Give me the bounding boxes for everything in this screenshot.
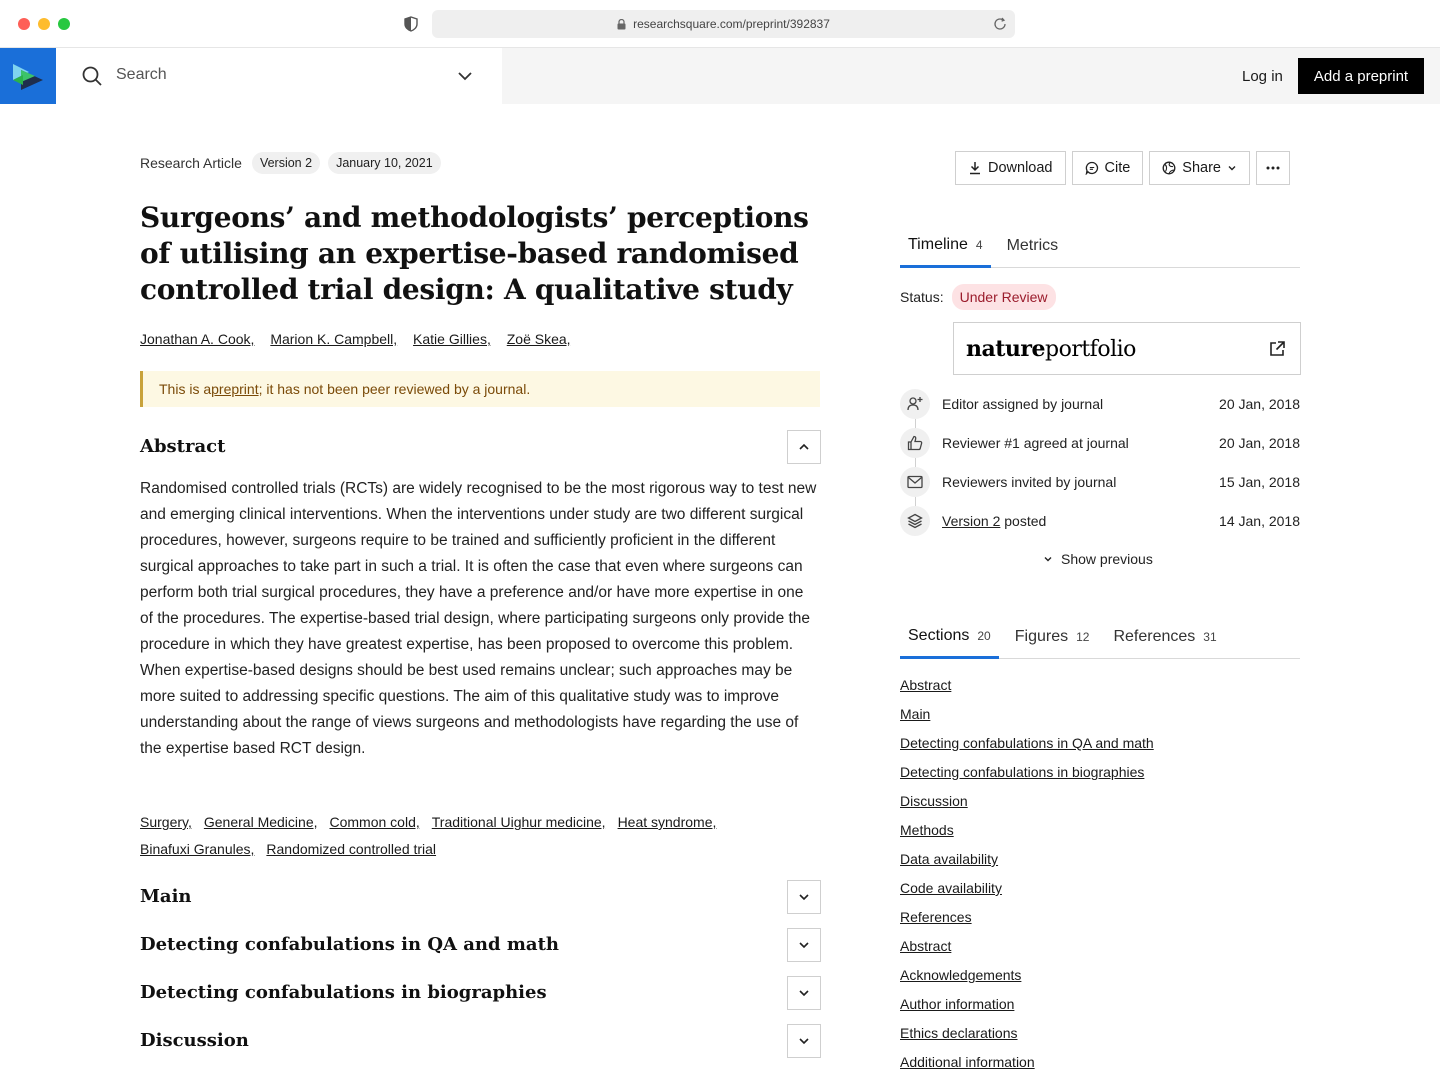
maximize-window-button[interactable] xyxy=(58,18,70,30)
timeline-text xyxy=(942,513,1046,529)
timeline-item xyxy=(900,505,1300,537)
status-badge: Under Review xyxy=(952,284,1056,310)
timeline-item xyxy=(900,427,1300,459)
status-row xyxy=(900,284,1056,310)
chevron-down-icon xyxy=(1227,163,1237,173)
article-meta xyxy=(140,152,441,174)
timeline-text-suffix: posted xyxy=(1000,513,1047,529)
mail-icon xyxy=(900,467,930,497)
section-heading-qa-math: Detecting confabulations in QA and math xyxy=(140,934,559,955)
article-title: Surgeons’ and methodologists’ perceptions of utilising an expertise-based randomised controlled trial design: A qualitative study xyxy=(140,201,809,306)
author-link[interactable]: Jonathan A. Cook, xyxy=(140,331,255,347)
browser-chrome xyxy=(0,0,1440,48)
tab-sections-label: Sections xyxy=(908,626,970,644)
chevron-down-icon xyxy=(798,939,810,951)
tab-figures-label: Figures xyxy=(1014,628,1069,645)
show-previous-label: Show previous xyxy=(1061,551,1153,567)
chevron-down-icon xyxy=(798,891,810,903)
chevron-down-icon xyxy=(798,1035,810,1047)
keyword-link[interactable]: General Medicine, xyxy=(203,814,318,830)
download-button[interactable] xyxy=(955,151,1066,185)
quote-bubble-icon xyxy=(1085,161,1099,175)
tab-metrics-label: Metrics xyxy=(1006,237,1059,254)
toc-link[interactable]: Author information xyxy=(900,996,1015,1012)
section-heading-discussion: Discussion xyxy=(140,1030,249,1051)
minimize-window-button[interactable] xyxy=(38,18,50,30)
abstract-heading: Abstract xyxy=(140,436,226,457)
lock-icon xyxy=(617,19,626,30)
date-badge: January 10, 2021 xyxy=(328,152,441,174)
toc-link[interactable]: Detecting confabulations in QA and math xyxy=(900,735,1154,751)
abstract-text: Randomised controlled trials (RCTs) are widely recognised to be the most rigorous way to test new and emerging clinical interventions. When the interventions under study are two different surgical procedures, however, surgeons require to be trained and sufficiently proficient in the different surgical approaches to take part in such a trial. It is often the case that even where surgeons can perform both trial surgical procedures, they have a preference and/or have more expertise in one of the procedures. The expertise-based trial design, where participating surgeons only provide the procedure in which they have greatest expertise, has been proposed to overcome this problem. When expertise-based designs should be best used remains unclear; such approaches may be more suited to addressing specific questions. The aim of this qualitative study was to improve understanding about the range of views surgeons and methodologists have regarding the use of the expertise based RCT design. xyxy=(140,480,817,757)
timeline-date: 20 Jan, 2018 xyxy=(1219,396,1300,412)
ellipsis-icon xyxy=(1266,166,1280,170)
version-badge: Version 2 xyxy=(252,152,320,174)
section-expand-button[interactable] xyxy=(787,928,821,962)
tab-references[interactable] xyxy=(1105,615,1224,659)
chevron-down-icon xyxy=(798,987,810,999)
journal-name-regular: portfolio xyxy=(1045,336,1136,362)
cite-button[interactable] xyxy=(1072,151,1144,185)
notice-prefix: This is a xyxy=(159,381,212,397)
tab-metrics[interactable] xyxy=(999,224,1067,268)
timeline-count: 4 xyxy=(975,237,983,252)
keyword-link[interactable]: Surgery, xyxy=(140,814,192,830)
thumbs-up-icon xyxy=(900,428,930,458)
share-label: Share xyxy=(1182,160,1221,176)
search-icon xyxy=(82,66,102,86)
timeline-text: Reviewer #1 agreed at journal xyxy=(942,435,1129,451)
download-label: Download xyxy=(988,160,1053,176)
toc-link[interactable]: Discussion xyxy=(900,793,968,809)
show-previous-button[interactable] xyxy=(1043,551,1153,567)
timeline-item xyxy=(900,466,1300,498)
journal-logo xyxy=(966,336,1136,362)
tab-references-label: References xyxy=(1113,628,1196,645)
section-heading-biographies: Detecting confabulations in biographies xyxy=(140,982,547,1003)
reload-icon[interactable] xyxy=(993,17,1007,31)
logo-icon xyxy=(11,60,45,92)
notice-suffix: ; it has not been peer reviewed by a journal. xyxy=(258,381,531,397)
chevron-down-icon xyxy=(1043,554,1053,564)
section-heading-main: Main xyxy=(140,886,192,907)
timeline-text: Reviewers invited by journal xyxy=(942,474,1117,490)
section-expand-button[interactable] xyxy=(787,880,821,914)
preprint-notice xyxy=(140,371,820,407)
toc-link[interactable]: Abstract xyxy=(900,677,952,693)
close-window-button[interactable] xyxy=(18,18,30,30)
section-expand-button[interactable] xyxy=(787,976,821,1010)
timeline-item xyxy=(900,388,1300,420)
keyword-link[interactable]: Heat syndrome, xyxy=(617,814,717,830)
toc-link[interactable]: Main xyxy=(900,706,931,722)
figures-count: 12 xyxy=(1076,630,1090,644)
url-text: researchsquare.com/preprint/392837 xyxy=(633,17,830,31)
more-options-button[interactable] xyxy=(1256,151,1290,185)
share-button[interactable] xyxy=(1149,151,1250,185)
shield-icon[interactable] xyxy=(403,16,419,32)
timeline-tab-bar xyxy=(900,224,1300,268)
toc-link[interactable]: Code availability xyxy=(900,880,1002,896)
toc-link[interactable]: Methods xyxy=(900,822,954,838)
author-link[interactable]: Katie Gillies, xyxy=(413,331,491,347)
sections-count: 20 xyxy=(977,628,991,643)
login-link[interactable]: Log in xyxy=(1242,68,1283,85)
chevron-up-icon xyxy=(798,441,810,453)
cite-label: Cite xyxy=(1104,160,1131,176)
toc-link[interactable]: Detecting confabulations in biographies xyxy=(900,764,1145,780)
timeline-date: 15 Jan, 2018 xyxy=(1219,474,1300,490)
section-expand-button[interactable] xyxy=(787,1024,821,1058)
site-header xyxy=(0,48,1440,104)
keyword-link[interactable]: Common cold, xyxy=(329,814,420,830)
abstract-collapse-button[interactable] xyxy=(787,430,821,464)
table-of-contents xyxy=(900,671,1300,1072)
user-plus-icon xyxy=(900,389,930,419)
action-bar xyxy=(955,151,1290,185)
timeline-text: Editor assigned by journal xyxy=(942,396,1104,412)
toc-link[interactable]: Ethics declarations xyxy=(900,1025,1018,1041)
keyword-list xyxy=(140,809,820,863)
author-list xyxy=(140,331,583,347)
author-link[interactable]: Marion K. Campbell, xyxy=(270,331,398,347)
status-label: Status: xyxy=(900,289,944,305)
keyword-link[interactable]: Traditional Uighur medicine, xyxy=(431,814,606,830)
version-link[interactable]: Version 2 xyxy=(942,513,1001,529)
toc-link[interactable]: References xyxy=(900,909,972,925)
timeline-date: 14 Jan, 2018 xyxy=(1219,513,1300,529)
url-bar[interactable] xyxy=(432,10,1015,38)
layers-icon xyxy=(900,506,930,536)
tab-sections[interactable] xyxy=(900,615,999,659)
sections-tab-bar xyxy=(900,615,1300,659)
journal-card[interactable] xyxy=(953,322,1301,375)
toc-link[interactable]: Data availability xyxy=(900,851,999,867)
preprint-link[interactable]: preprint xyxy=(211,381,259,397)
research-square-logo[interactable] xyxy=(0,48,56,104)
journal-name-bold: nature xyxy=(966,335,1045,362)
toc-link[interactable]: Additional information xyxy=(900,1054,1035,1070)
tab-timeline-label: Timeline xyxy=(908,235,968,253)
keyword-link[interactable]: Binafuxi Granules, xyxy=(140,841,255,857)
toc-link[interactable]: Abstract xyxy=(900,938,952,954)
globe-icon xyxy=(1162,161,1176,175)
download-icon xyxy=(968,161,982,175)
search-bar[interactable] xyxy=(56,48,502,104)
tab-timeline[interactable] xyxy=(900,224,991,268)
chevron-down-icon[interactable] xyxy=(457,68,473,84)
article-type: Research Article xyxy=(140,155,242,171)
toc-link[interactable]: Acknowledgements xyxy=(900,967,1022,983)
references-count: 31 xyxy=(1203,630,1217,644)
keyword-link[interactable]: Randomized controlled trial xyxy=(266,841,437,857)
external-link-icon[interactable] xyxy=(1268,340,1286,358)
author-link[interactable]: Zoë Skea, xyxy=(506,331,571,347)
timeline-date: 20 Jan, 2018 xyxy=(1219,435,1300,451)
search-input[interactable]: Search xyxy=(116,66,167,83)
tab-figures[interactable] xyxy=(1007,615,1098,659)
add-preprint-button[interactable]: Add a preprint xyxy=(1298,58,1424,94)
